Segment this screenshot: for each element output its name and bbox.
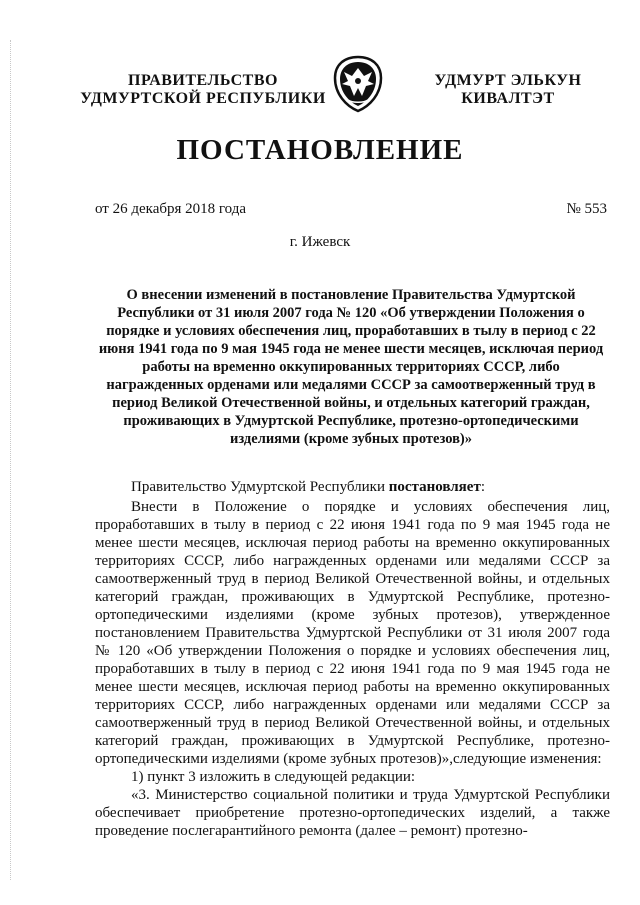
document-body [95,478,610,840]
document-number: № 553 [566,201,607,217]
document-date: от 26 декабря 2018 года [95,201,247,217]
document-title: ПОСТАНОВЛЕНИЕ [176,134,464,166]
quoted-paragraph: «3. Министерство социальной политики и труда Удмуртской Республики обеспечивает приобретение протезно-ортопедических изделий, а также проведение послегарантийного ремонта (далее – ремонт) протезно- [95,787,610,839]
intro-suffix: : [480,479,485,495]
coat-of-arms-icon [330,54,386,114]
header-left-line2: УДМУРТСКОЙ РЕСПУБЛИКИ [80,90,326,107]
list-item-1: 1) пункт 3 изложить в следующей редакции: [131,769,416,785]
header-right-line1: УДМУРТ ЭЛЬКУН [434,72,582,89]
intro-paragraph [95,478,610,496]
document-heading: О внесении изменений в постановление Правительства Удмуртской Республики от 31 июля 2007 года № 120 «Об утверждении Положения о порядке и условиях обеспечения лиц, проработавших в тылу в период с 22 июня 1941 года по 9 мая 1945 года не менее шести месяцев, исключая период работы на временно оккупированных территориях СССР, либо награжденных орденами или медалями СССР за самоотверженный труд в период Великой Отечественной войны, и отдельных категорий граждан, проживающих в Удмуртской Республике, протезно-ортопедическими изделиями (кроме зубных протезов)» [98,287,604,447]
government-name-russian [68,72,338,108]
header-right-line2: КИВАЛТЭТ [461,90,555,107]
paragraph-amendment: Внести в Положение о порядке и условиях обеспечения лиц, проработавших в тылу в период с 22 июня 1941 года по 9 мая 1945 года не менее шести месяцев, исключая период работы на временно оккупированных территориях СССР, либо награжденных орденами или медалями СССР за самоотверженный труд в период Великой Отечественной войны, и отдельных категорий граждан, проживающих в Удмуртской Республике, протезно-ортопедическими изделиями (кроме зубных протезов), утвержденное постановлением Правительства Удмуртской Республики от 31 июля 2007 года № 120 «Об утверждении Положения о порядке и условиях обеспечения лиц, проработавших в тылу в период с 22 июня 1941 года по 9 мая 1945 года не менее шести месяцев, исключая период работы на временно оккупированных территориях СССР, либо награжденных орденами или медалями СССР за самоотверженный труд в период Великой Отечественной войны, и отдельных категорий граждан, проживающих в Удмуртской Республике, протезно-ортопедическими изделиями (кроме зубных протезов)»,следующие изменения: [95,499,610,767]
intro-prefix: Правительство Удмуртской Республики [131,479,389,495]
document-city: г. Ижевск [289,234,351,250]
intro-bold: постановляет [388,479,481,495]
government-name-udmurt [428,72,588,108]
header-left-line1: ПРАВИТЕЛЬСТВО [128,72,278,89]
